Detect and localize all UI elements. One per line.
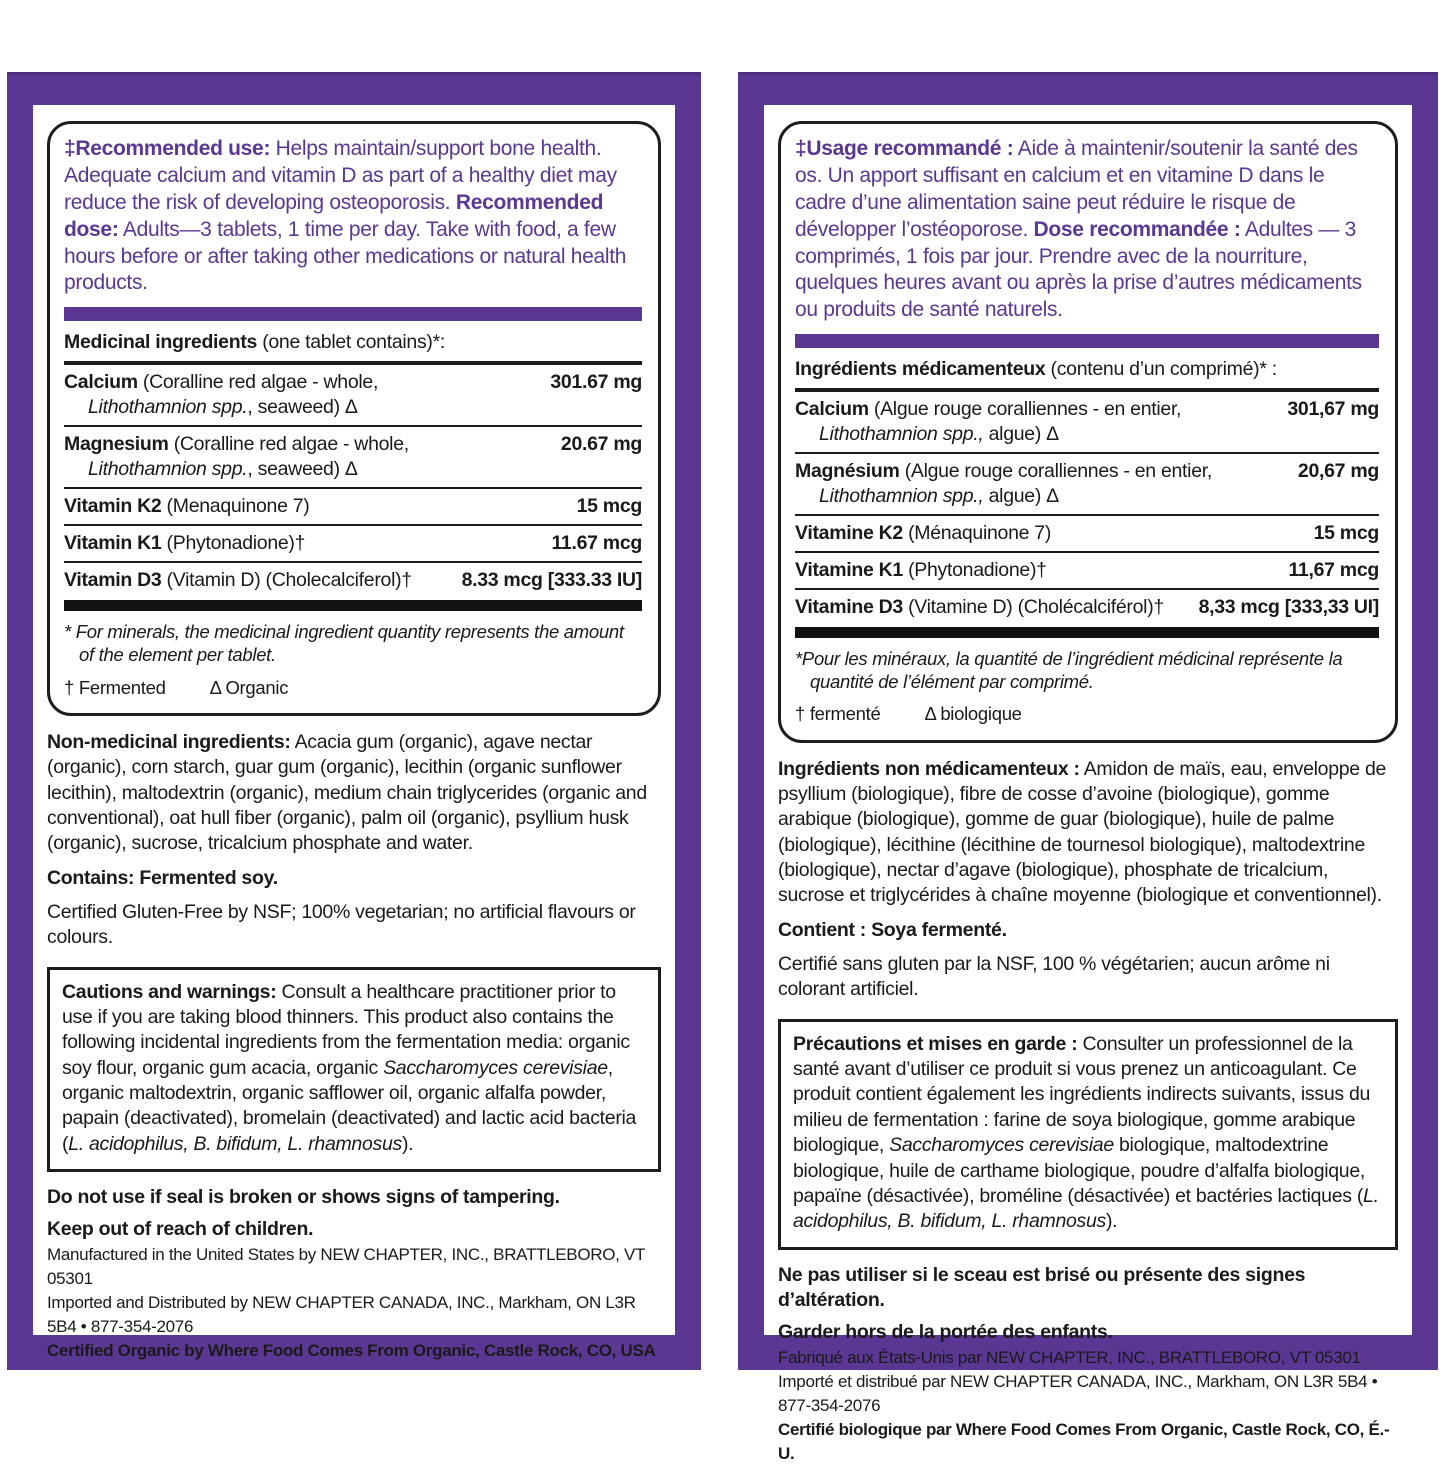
- ingredient-name: Vitamin K1: [64, 532, 162, 555]
- ingredient-source: (Ménaquinone 7): [902, 521, 1052, 544]
- cautions-bacteria: L. acidophilus, B. bifidum, L. rhamnosus: [68, 1132, 402, 1155]
- ingredient-species-rest: algue) Δ: [983, 484, 1059, 507]
- manufactured-line: Manufactured in the United States by NEW CHAPTER, INC., BRATTLEBORO, VT 05301: [47, 1244, 645, 1288]
- nonmedicinal-label: Ingrédients non médicamenteux :: [778, 757, 1080, 780]
- ingredient-name-cell: [795, 595, 1164, 620]
- imported-line: Importé et distribué par NEW CHAPTER CANADA, INC., Markham, ON L3R 5B4 • 877-354-2076: [778, 1371, 1378, 1415]
- imported-line: Imported and Distributed by NEW CHAPTER CANADA, INC., Markham, ON L3R 5B4 • 877-354-2076: [47, 1292, 636, 1337]
- nonmedicinal-text: Amidon de maïs, eau, enveloppe de psyllium (biologique), fibre de cosse d’avoine (biologique), gomme arabique (biologique), gomme de guar (biologique), huile de palme (biologique), lécithine (lécithine de tournesol biologique), maltodextrine (biologique), nectar d’agave (biologique), phosphate de tricalcium, sucrose et triglycérides à chaîne moyenne (biologique et conventionnel).: [778, 757, 1387, 907]
- ingredient-species-rest: , seaweed) Δ: [247, 458, 358, 481]
- ingredient-name-cell: [64, 531, 305, 556]
- ingredient-species: Lithothamnion spp.: [88, 396, 248, 419]
- children-warning: Garder hors de la portée des enfants.: [778, 1321, 1113, 1344]
- ingredient-species: Lithothamnion spp.: [88, 458, 248, 481]
- ingredient-value: 11.67 mcg: [551, 532, 642, 555]
- minerals-footnote: * For minerals, the medicinal ingredient quantity represents the amount of the element per tablet.: [64, 620, 624, 666]
- ingredient-value: 11,67 mcg: [1288, 558, 1379, 581]
- table-header: [795, 356, 1379, 388]
- ingredient-name-cell: [795, 459, 1212, 509]
- organic-footnote: Δ biologique: [924, 703, 1022, 725]
- label-inner-french: [764, 105, 1412, 1464]
- seal-warning: Ne pas utiliser si le sceau est brisé ou présente des signes d’altération.: [778, 1263, 1306, 1311]
- cautions-label: Cautions and warnings:: [62, 980, 277, 1003]
- table-header-note: (one tablet contains)*:: [257, 331, 445, 354]
- ingredient-name: Calcium: [64, 371, 138, 394]
- ingredient-name: Vitamin K2: [64, 495, 162, 518]
- recommended-dose-label: Dose recommandée :: [1033, 217, 1241, 241]
- recommended-dose-text: Adultes — 3 comprimés, 1 fois par jour. Prendre avec de la nourriture, quelques heures avant ou après la prise d’autres médicaments ou produits de santé naturels.: [795, 217, 1362, 322]
- cautions-paragraph: [793, 1032, 1383, 1235]
- medicinal-ingredients-table: [64, 329, 642, 611]
- ingredient-name: Vitamin D3: [64, 568, 162, 591]
- purple-divider-bar: [795, 334, 1379, 348]
- ingredient-value: 301.67 mg: [550, 371, 642, 394]
- cautions-bacteria: L. acidophilus, B. bifidum, L. rhamnosus: [793, 1184, 1379, 1233]
- organic-certifier-line: Certified Organic by Where Food Comes From Organic, Castle Rock, CO, USA: [47, 1341, 656, 1361]
- ingredient-name: Magnésium: [795, 460, 900, 483]
- ingredient-species-rest: , seaweed) Δ: [247, 396, 358, 419]
- recommended-use-paragraph: [795, 136, 1379, 324]
- ingredient-value: 8,33 mcg [333,33 UI]: [1198, 595, 1379, 618]
- recommended-use-paragraph: [64, 136, 642, 297]
- children-warning: Keep out of reach of children.: [47, 1218, 314, 1241]
- symbols-footnote: [795, 702, 1379, 725]
- nonmedicinal-label: Non-medicinal ingredients:: [47, 730, 291, 753]
- minerals-footnote: *Pour les minéraux, la quantité de l’ingrédient médicinal représente la quantité de l’élément par comprimé.: [795, 647, 1343, 693]
- ingredient-name-cell: [64, 370, 378, 420]
- contains-statement: Contient : Soya fermenté.: [778, 918, 1007, 941]
- purple-divider-bar: [64, 307, 642, 321]
- table-header-title: Ingrédients médicamenteux: [795, 358, 1046, 381]
- recommended-dose-label: Recommended dose:: [64, 190, 604, 241]
- ingredient-species: Lithothamnion spp.,: [819, 423, 984, 446]
- cautions-box: [47, 967, 661, 1172]
- cautions-text: ).: [401, 1132, 414, 1155]
- label-inner-english: [33, 105, 675, 1361]
- ingredient-name: Calcium: [795, 398, 869, 421]
- recommended-dose-text: Adults—3 tablets, 1 time per day. Take with food, a few hours before or after taking other medications or natural health products.: [64, 217, 627, 295]
- label-panel-french: [738, 72, 1438, 1464]
- ingredient-source: (Vitamine D) (Cholécalciférol)†: [902, 595, 1164, 618]
- table-end-bar: [795, 627, 1379, 638]
- table-row: [795, 516, 1379, 551]
- table-header: [64, 329, 642, 361]
- table-end-bar: [64, 600, 642, 611]
- ingredient-source: (Coralline red algae - whole,: [168, 433, 409, 456]
- table-row: [795, 590, 1379, 625]
- seal-warning: Do not use if seal is broken or shows signs of tampering.: [47, 1185, 560, 1208]
- ingredient-name-cell: [64, 494, 310, 519]
- manufacturer-info: [778, 1346, 1398, 1466]
- cautions-text: ).: [1105, 1210, 1118, 1233]
- symbols-footnote: [64, 676, 642, 699]
- table-row: [795, 392, 1379, 452]
- table-row: [64, 427, 642, 487]
- cautions-paragraph: [62, 980, 646, 1157]
- table-row: [64, 489, 642, 524]
- ingredient-source: (Algue rouge coralliennes - en entier,: [868, 398, 1182, 421]
- table-header-title: Medicinal ingredients: [64, 331, 258, 354]
- fermented-footnote: † Fermented: [64, 676, 166, 698]
- cautions-label: Précautions et mises en garde :: [793, 1032, 1078, 1055]
- ingredient-name-cell: [795, 521, 1051, 546]
- cautions-species: Saccharomyces cerevisiae: [383, 1056, 608, 1079]
- table-header-note: (contenu d’un comprimé)* :: [1045, 358, 1277, 381]
- manufacturer-info: [47, 1243, 661, 1364]
- ingredient-source: (Coralline red algae - whole,: [137, 371, 379, 394]
- cautions-text: Consulter un professionnel de la santé avant d’utiliser ce produit si vous prenez un anticoagulant. Ce produit contient également les ingrédients indirects suivants, issus du milieu de fermentation : farine de soya biologique, gomme arabique biologique,: [793, 1032, 1371, 1157]
- certification-statement: Certified Gluten-Free by NSF; 100% vegetarian; no artificial flavours or colours.: [47, 900, 636, 949]
- recommended-use-label: ‡Usage recommandé :: [795, 137, 1014, 160]
- ingredient-name: Vitamine K2: [795, 521, 903, 544]
- nonmedicinal-paragraph: [47, 730, 661, 857]
- ingredient-source: (Menaquinone 7): [161, 495, 310, 518]
- ingredient-source: (Algue rouge coralliennes - en entier,: [899, 460, 1212, 483]
- usage-box-fr: [778, 121, 1398, 743]
- ingredient-source: (Phytonadione)†: [161, 532, 306, 555]
- cautions-species: Saccharomyces cerevisiae: [889, 1134, 1114, 1157]
- cautions-text: , organic maltodextrin, organic safflower oil, organic alfalfa powder, papain (deactivated), bromelain (deactivated) and lactic acid bacteria (: [62, 1056, 637, 1155]
- ingredient-value: 20,67 mg: [1297, 460, 1379, 483]
- contains-statement: Contains: Fermented soy.: [47, 866, 278, 889]
- organic-certifier-line: Certifié biologique par Where Food Comes From Organic, Castle Rock, CO, É.-U.: [778, 1419, 1390, 1464]
- certification-statement: Certifié sans gluten par la NSF, 100 % végétarien; aucun arôme ni colorant artificiel.: [778, 953, 1330, 1001]
- ingredient-name-cell: [795, 397, 1181, 447]
- nonmedicinal-paragraph: [778, 757, 1398, 909]
- fermented-footnote: † fermenté: [795, 703, 881, 725]
- cautions-text: Consult a healthcare practitioner prior to use if you are taking blood thinners. This product also contains the following incidental ingredients from the fermentation media: organic soy flour, organic gum acacia, organic: [62, 980, 630, 1079]
- nonmedicinal-text: Acacia gum (organic), agave nectar (organic), corn starch, guar gum (organic), lecithin (organic sunflower lecithin), maltodextrin (organic), medium chain triglycerides (organic and conventional), oat hull fiber (organic), palm oil (organic), psyllium husk (organic), sucrose, tricalcium phosphate and water.: [47, 730, 647, 855]
- medicinal-ingredients-table: [795, 356, 1379, 638]
- usage-box-en: [47, 121, 661, 716]
- ingredient-name: Magnesium: [64, 433, 169, 456]
- ingredient-value: 15 mcg: [1313, 521, 1379, 544]
- table-row: [64, 526, 642, 561]
- ingredient-value: 20.67 mg: [560, 433, 642, 456]
- table-row: [64, 365, 642, 425]
- ingredient-species-rest: algue) Δ: [983, 423, 1059, 446]
- ingredient-name-cell: [64, 432, 409, 482]
- recommended-use-label: ‡Recommended use:: [64, 137, 271, 160]
- organic-footnote: Δ Organic: [209, 676, 289, 698]
- ingredient-name: Vitamine K1: [795, 558, 903, 581]
- label-panel-english: [7, 72, 701, 1370]
- ingredient-value: 8.33 mcg [333.33 IU]: [461, 568, 642, 591]
- ingredient-source: (Phytonadione)†: [902, 558, 1047, 581]
- table-row: [64, 563, 642, 598]
- ingredient-name-cell: [64, 568, 412, 593]
- table-row: [795, 454, 1379, 514]
- recommended-use-text: Helps maintain/support bone health. Adequate calcium and vitamin D as part of a healthy diet may reduce the risk of developing osteoporosis.: [64, 137, 617, 214]
- recommended-use-text: Aide à maintenir/soutenir la santé des os. Un apport suffisant en calcium et en vitamine D dans le cadre d’une alimentation saine peut réduire le risque de développer l’ostéoporose.: [795, 137, 1358, 241]
- ingredient-value: 301,67 mg: [1287, 398, 1379, 421]
- cautions-text: biologique, maltodextrine biologique, huile de carthame biologique, poudre d’alfalfa biologique, papaïne (désactivée), broméline (désactivée) et bactéries lactiques (: [793, 1134, 1366, 1207]
- cautions-box: [778, 1019, 1398, 1250]
- ingredient-species: Lithothamnion spp.,: [819, 484, 984, 507]
- manufactured-line: Fabriqué aux États-Unis par NEW CHAPTER, INC., BRATTLEBORO, VT 05301: [778, 1347, 1361, 1367]
- ingredient-source: (Vitamin D) (Cholecalciferol)†: [161, 568, 412, 591]
- ingredient-name: Vitamine D3: [795, 595, 903, 618]
- table-row: [795, 553, 1379, 588]
- ingredient-name-cell: [795, 558, 1047, 583]
- ingredient-value: 15 mcg: [576, 495, 642, 518]
